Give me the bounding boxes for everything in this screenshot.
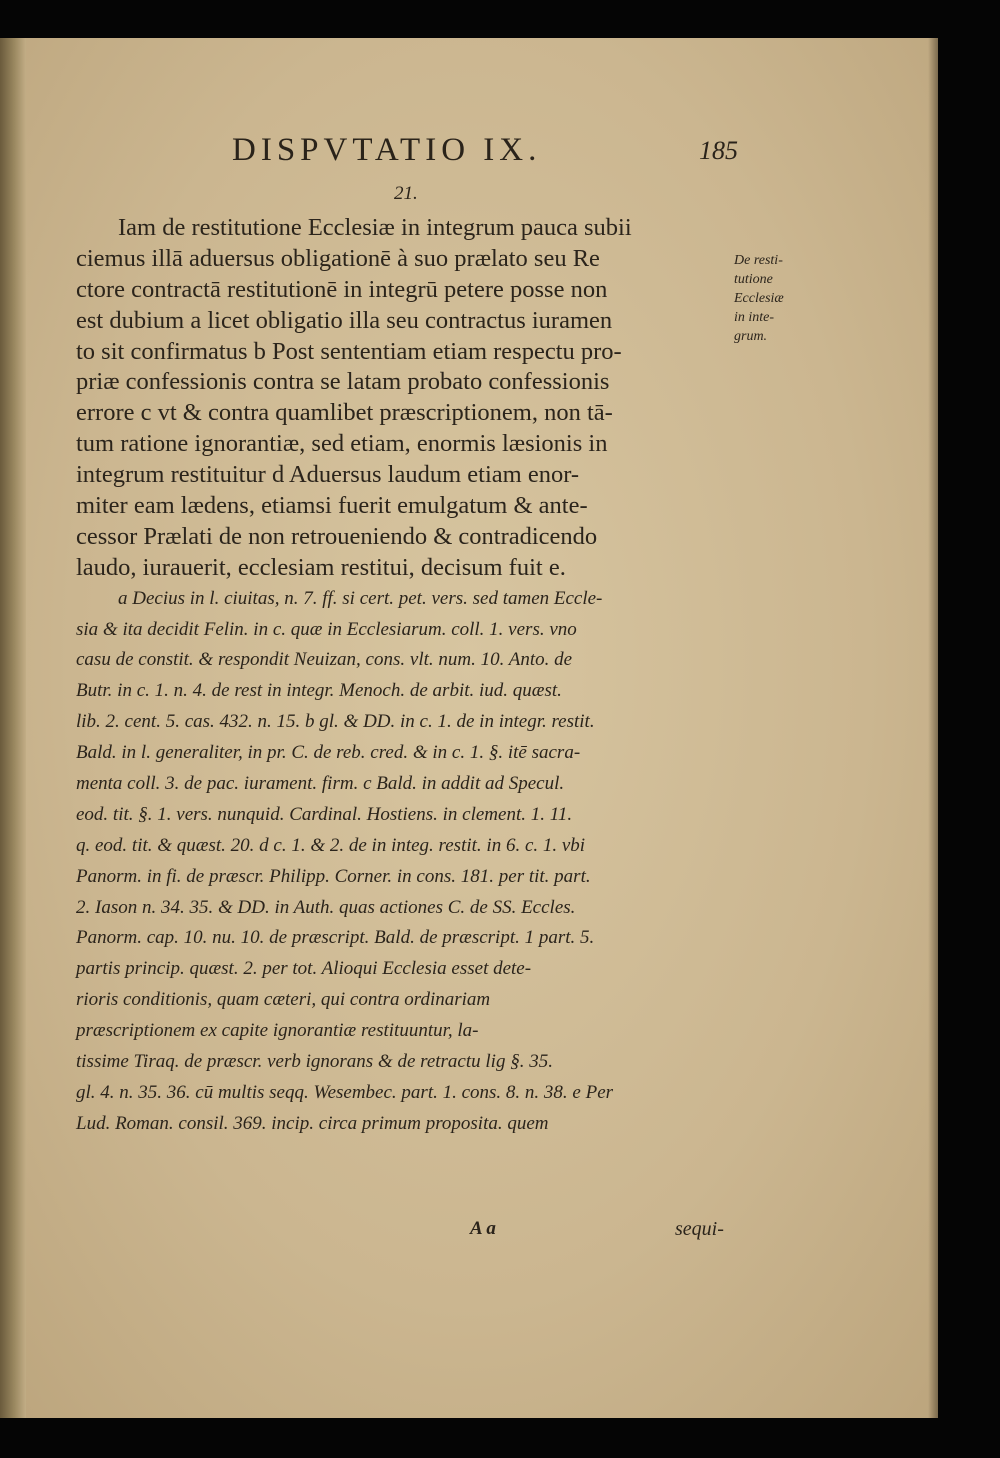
page-footer [0, 1218, 938, 1248]
marginal-note-line: De resti- [734, 253, 783, 268]
note-line: tissime Tiraq. de præscr. verb ignorans & de retractu lig §. 35. [76, 1051, 553, 1073]
page-binding-edge [0, 38, 26, 1418]
body-line: est dubium a licet obligatio illa seu contractus iuramen [76, 306, 613, 334]
section-number: 21. [394, 183, 418, 204]
note-line: præscriptionem ex capite ignorantiæ restituuntur, la- [76, 1020, 479, 1042]
signature-mark: A a [470, 1218, 496, 1239]
marginal-note-line: Ecclesiæ [734, 291, 784, 306]
note-line: Panorm. in fi. de præscr. Philipp. Corner. in cons. 181. per tit. part. [76, 865, 591, 887]
body-line: ciemus illā aduersus obligationē à suo prælato seu Re [76, 244, 600, 272]
body-line: miter eam lædens, etiamsi fuerit emulgatum & ante- [76, 492, 588, 520]
body-line: priæ confessionis contra se latam probato confessionis [76, 368, 610, 396]
book-page [0, 38, 938, 1418]
note-line: partis princip. quæst. 2. per tot. Alioqui Ecclesia esset dete- [76, 958, 532, 980]
body-line: Iam de restitutione Ecclesiæ in integrum pauca subii [118, 214, 632, 241]
note-line: menta coll. 3. de pac. iurament. firm. c Bald. in addit ad Specul. [76, 773, 565, 795]
note-line: casu de constit. & respondit Neuizan, cons. vlt. num. 10. Anto. de [76, 649, 573, 671]
note-line: 2. Iason n. 34. 35. & DD. in Auth. quas actiones C. de SS. Eccles. [76, 896, 576, 918]
marginal-note-line: grum. [734, 329, 768, 344]
note-line: Bald. in l. generaliter, in pr. C. de reb. cred. & in c. 1. §. itē sacra- [76, 742, 581, 764]
note-line: sia & ita decidit Felin. in c. quæ in Ecclesiarum. coll. 1. vers. vno [76, 618, 577, 640]
page-number: 185 [699, 136, 738, 165]
note-line: Butr. in c. 1. n. 4. de rest in integr. Menoch. de arbit. iud. quæst. [76, 680, 562, 702]
note-line: q. eod. tit. & quæst. 20. d c. 1. & 2. de in integ. restit. in 6. c. 1. vbi [76, 834, 586, 856]
note-line: gl. 4. n. 35. 36. cū multis seqq. Wesembec. part. 1. cons. 8. n. 38. e Per [76, 1081, 614, 1103]
catchword: sequi- [675, 1218, 724, 1240]
body-line: tum ratione ignorantiæ, sed etiam, enormis læsionis in [76, 430, 608, 458]
page-header [0, 132, 938, 172]
body-line: cessor Prælati de non retroueniendo & contradicendo [76, 522, 598, 550]
body-line: to sit confirmatus b Post sententiam etiam respectu pro- [76, 337, 622, 365]
note-line: Lud. Roman. consil. 369. incip. circa primum proposita. quem [76, 1112, 549, 1134]
note-line: a Decius in l. ciuitas, n. 7. ff. si cert. pet. vers. sed tamen Eccle- [118, 587, 603, 609]
body-line: integrum restituitur d Aduersus laudum etiam enor- [76, 461, 580, 489]
body-line: errore c vt & contra quamlibet præscriptionem, non tā- [76, 399, 613, 427]
note-line: eod. tit. §. 1. vers. nunquid. Cardinal. Hostiens. in clement. 1. 11. [76, 803, 573, 825]
marginal-note-line: in inte- [734, 310, 775, 325]
running-title: DISPVTATIO IX. [232, 132, 542, 168]
note-line: Panorm. cap. 10. nu. 10. de præscript. Bald. de præscript. 1 part. 5. [76, 927, 595, 949]
main-text-block [76, 213, 756, 1140]
body-line: ctore contractā restitutionē in integrū petere posse non [76, 275, 608, 303]
marginal-note-line: tutione [734, 272, 773, 287]
body-line: laudo, iurauerit, ecclesiam restitui, decisum fuit e. [76, 553, 566, 581]
page-edge-shadow [928, 38, 938, 1418]
note-line: lib. 2. cent. 5. cas. 432. n. 15. b gl. & DD. in c. 1. de in integr. restit. [76, 711, 595, 733]
note-line: rioris conditionis, quam cæteri, qui contra ordinariam [76, 989, 491, 1011]
